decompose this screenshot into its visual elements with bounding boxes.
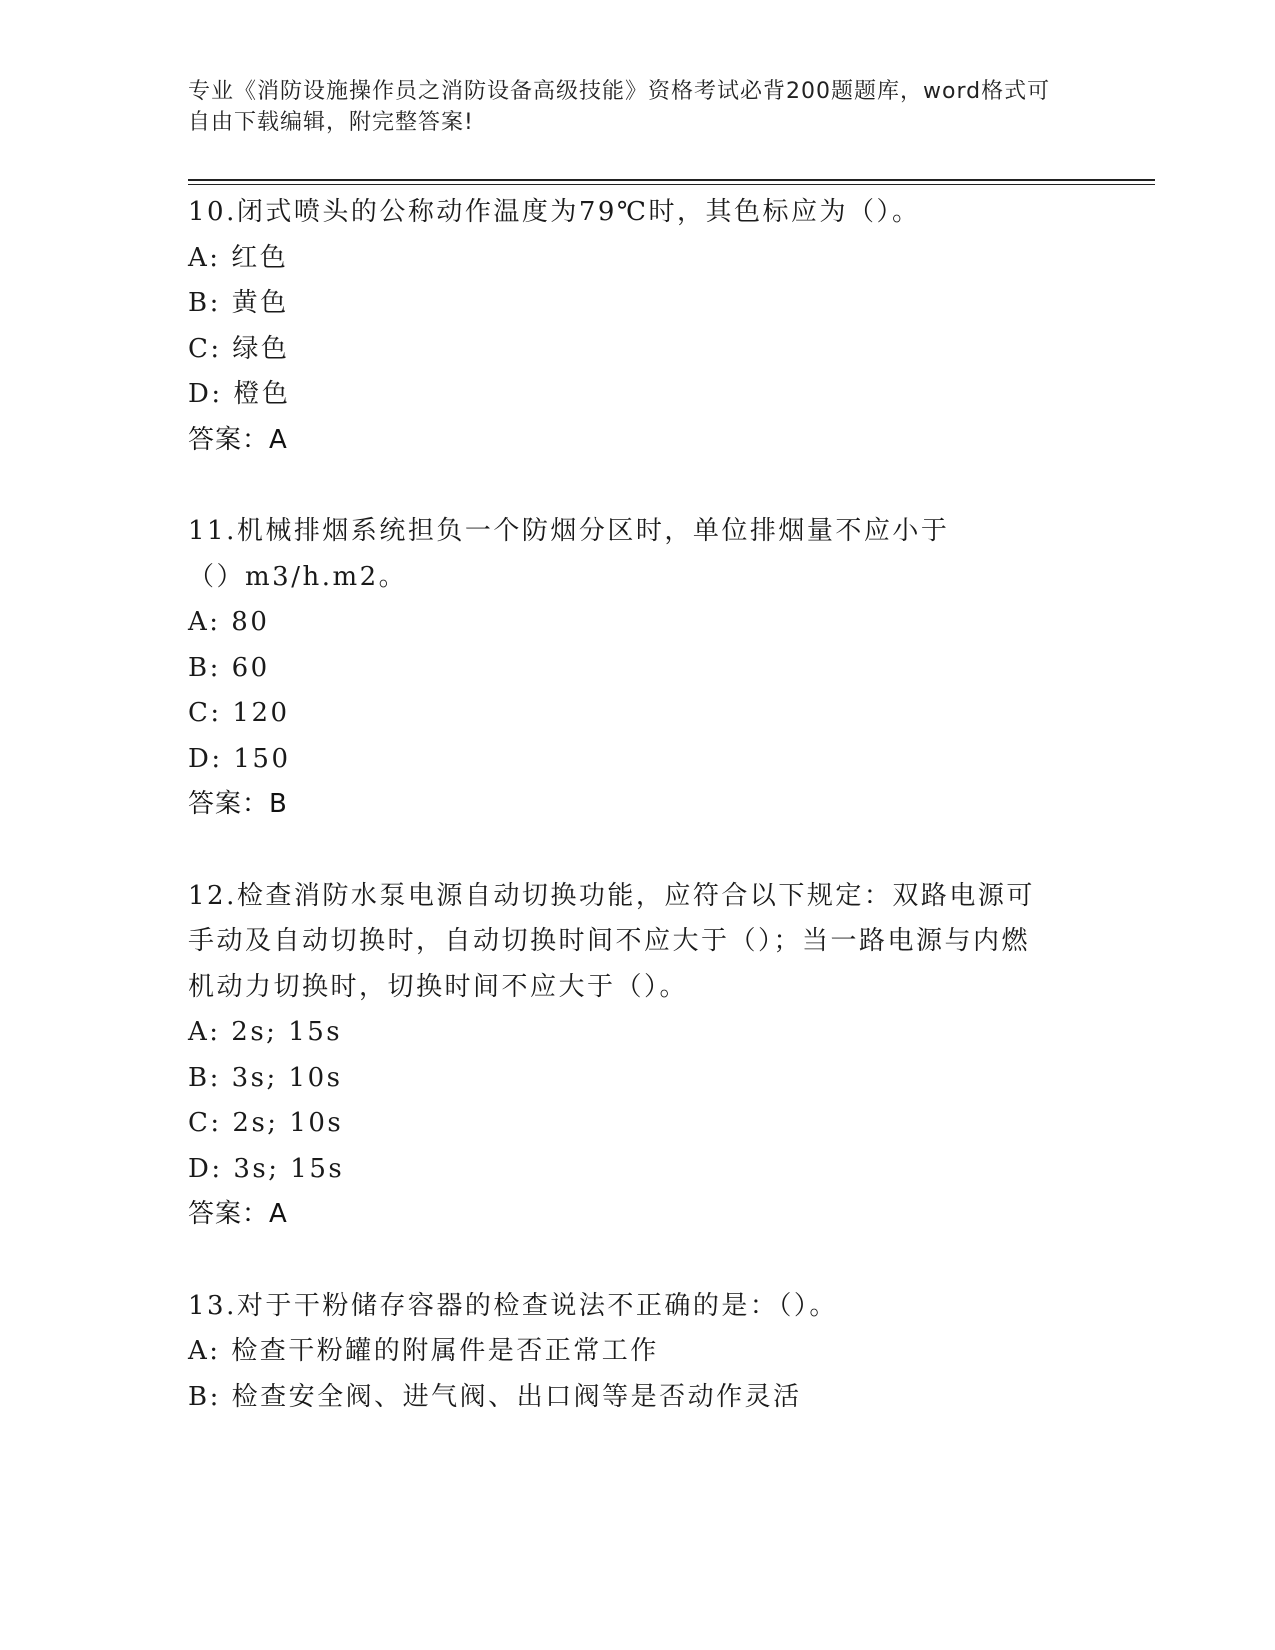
- question-spacer: [188, 463, 1088, 509]
- option-a: A: 80: [188, 607, 270, 637]
- option-d: D: 橙色: [188, 379, 291, 409]
- option-d: D: 150: [188, 743, 291, 774]
- question-10: [188, 190, 1088, 463]
- option-a: A: 2s; 15s: [188, 1017, 343, 1047]
- question-stem: 13.对于干粉储存容器的检查说法不正确的是：（）。: [188, 1290, 838, 1321]
- question-stem: 10.闭式喷头的公称动作温度为79℃时，其色标应为（）。: [188, 197, 921, 227]
- question-spacer: [188, 828, 1088, 874]
- answer-line: 答案：A: [188, 424, 288, 455]
- document-header: 专业《消防设施操作员之消防设备高级技能》资格考试必背200题题库，word格式可自由下载编辑，附完整答案!: [188, 79, 1051, 135]
- option-b: B: 检查安全阀、进气阀、出口阀等是否动作灵活: [188, 1381, 802, 1412]
- question-11: [188, 509, 1088, 828]
- option-a: A: 红色: [188, 242, 289, 273]
- answer-line: 答案：B: [188, 789, 288, 819]
- header-divider-thick: [188, 179, 1155, 181]
- option-b: B: 黄色: [188, 288, 289, 318]
- question-list: [188, 190, 1088, 1420]
- answer-line: 答案：A: [188, 1199, 288, 1229]
- question-stem: 12.检查消防水泵电源自动切换功能，应符合以下规定：双路电源可手动及自动切换时，自动切换时间不应大于（）；当一路电源与内燃机动力切换时，切换时间不应大于（）。: [188, 880, 1035, 1002]
- option-d: D: 3s; 15s: [188, 1153, 345, 1184]
- option-a: A: 检查干粉罐的附属件是否正常工作: [188, 1336, 659, 1366]
- question-spacer: [188, 1238, 1088, 1284]
- option-c: C: 120: [188, 698, 290, 728]
- question-stem: 11.机械排烟系统担负一个防烟分区时，单位排烟量不应小于（）m3/h.m2。: [188, 516, 950, 592]
- option-b: B: 60: [188, 652, 270, 683]
- option-c: C: 2s; 10s: [188, 1108, 344, 1138]
- option-b: B: 3s; 10s: [188, 1062, 343, 1093]
- header-divider-thin: [188, 184, 1155, 185]
- question-12: [188, 874, 1088, 1238]
- option-c: C: 绿色: [188, 333, 290, 364]
- question-13: [188, 1284, 1088, 1421]
